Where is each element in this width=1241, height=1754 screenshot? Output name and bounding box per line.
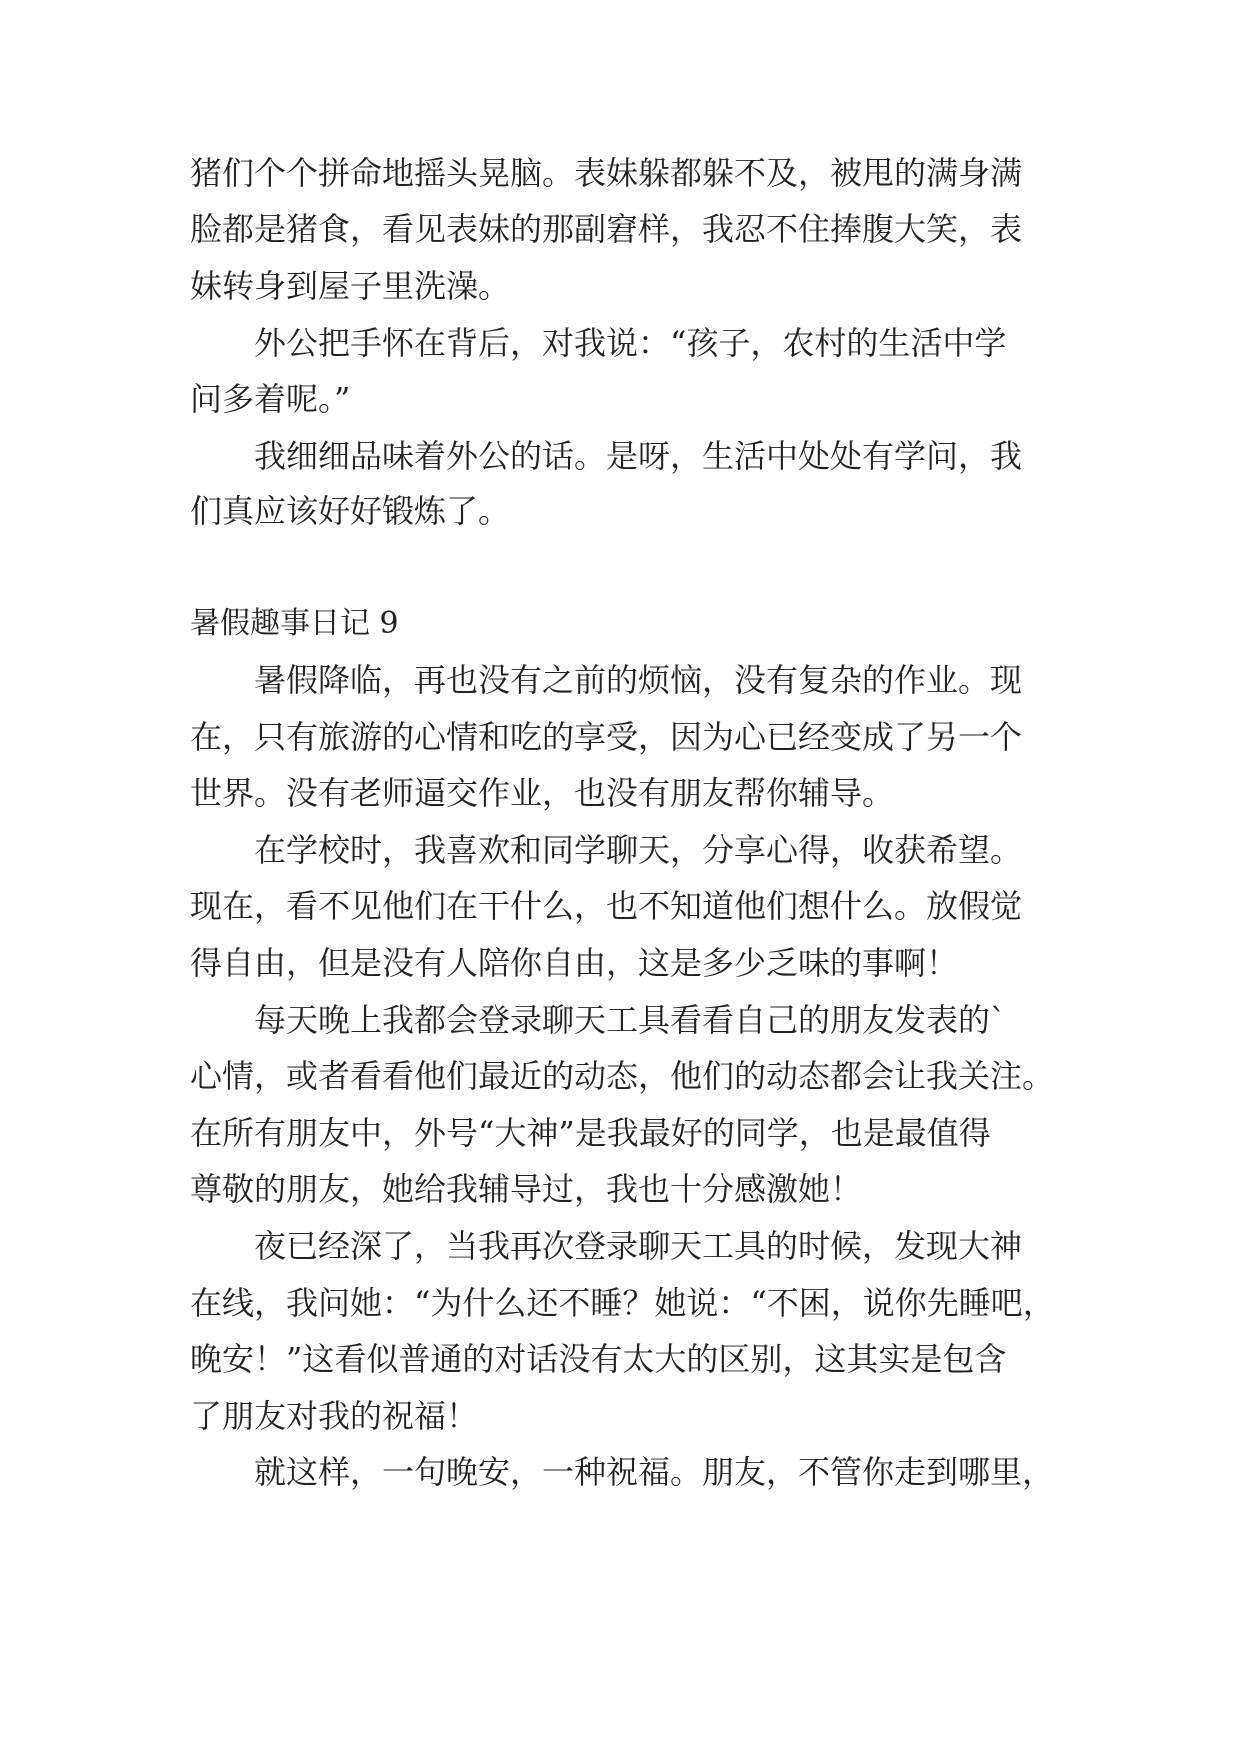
text-line: 暑假降临，再也没有之前的烦恼，没有复杂的作业。现 — [190, 661, 1023, 699]
text-line: 了朋友对我的祝福！ — [190, 1397, 479, 1435]
text-line: 现在，看不见他们在干什么，也不知道他们想什么。放假觉 — [190, 887, 1023, 925]
section-heading: 暑假趣事日记 9 — [190, 606, 399, 641]
text-line: 在线，我问她：“为什么还不睡？她说：“不困，说你先睡吧， — [190, 1284, 1055, 1322]
text-line: 夜已经深了，当我再次登录聊天工具的时候，发现大神 — [190, 1227, 1023, 1265]
text-line: 脸都是猪食，看见表妹的那副窘样，我忍不住捧腹大笑，表 — [190, 210, 1023, 248]
text-line: 们真应该好好锻炼了。 — [190, 492, 511, 530]
text-line: 就这样，一句晚安，一种祝福。朋友，不管你走到哪里， — [190, 1453, 1055, 1491]
text-line: 晚安！”这看似普通的对话没有太大的区别，这其实是包含 — [190, 1340, 1007, 1378]
text-line: 猪们个个拼命地摇头晃脑。表妹躲都躲不及，被甩的满身满 — [190, 154, 1023, 192]
text-line: 得自由，但是没有人陪你自由，这是多少乏味的事啊！ — [190, 944, 959, 982]
text-line: 世界。没有老师逼交作业，也没有朋友帮你辅导。 — [190, 774, 895, 812]
text-line: 在学校时，我喜欢和同学聊天，分享心得，收获希望。 — [190, 831, 1023, 869]
text-line: 我细细品味着外公的话。是呀，生活中处处有学问，我 — [190, 437, 1023, 475]
text-line: 每天晚上我都会登录聊天工具看看自己的朋友发表的` — [190, 1001, 1007, 1039]
text-line: 妹转身到屋子里洗澡。 — [190, 267, 511, 305]
text-line: 在所有朋友中，外号“大神”是我最好的同学，也是最值得 — [190, 1114, 991, 1152]
text-line: 尊敬的朋友，她给我辅导过，我也十分感激她！ — [190, 1170, 863, 1208]
text-line: 外公把手怀在背后，对我说：“孩子，农村的生活中学 — [190, 324, 1007, 362]
text-line: 在，只有旅游的心情和吃的享受，因为心已经变成了另一个 — [190, 718, 1023, 756]
text-line: 问多着呢。” — [190, 380, 351, 418]
text-line: 心情，或者看看他们最近的动态，他们的动态都会让我关注。 — [190, 1057, 1055, 1095]
